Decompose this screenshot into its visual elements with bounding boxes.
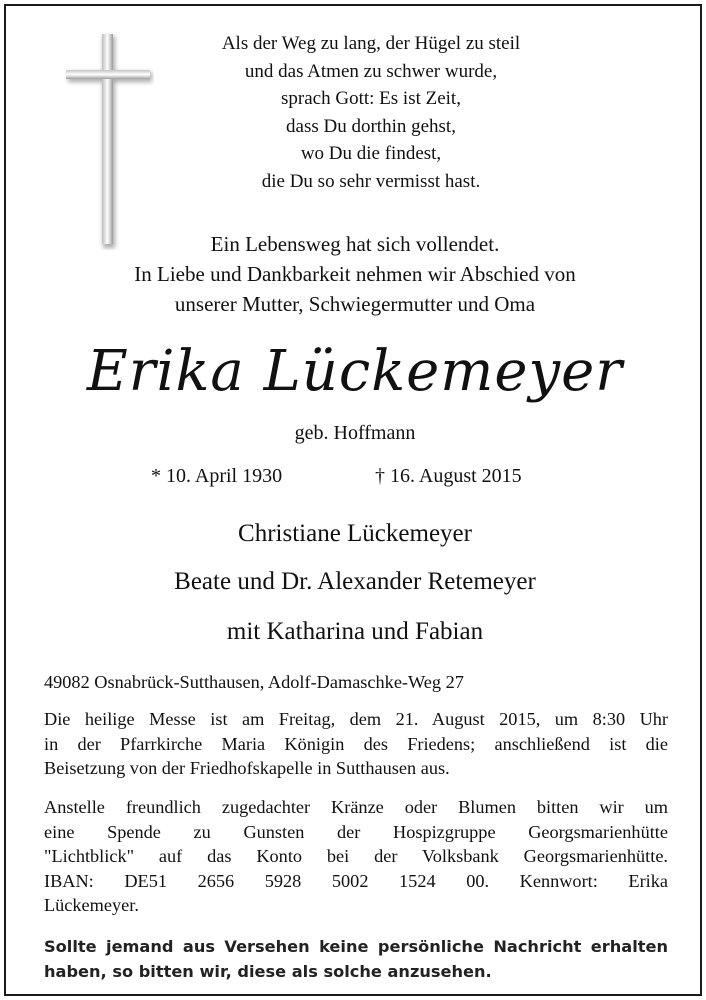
poem-line: die Du so sehr vermisst hast. bbox=[261, 170, 481, 192]
obituary-notice bbox=[4, 4, 702, 996]
family-member: Christiane Lückemeyer bbox=[238, 520, 472, 547]
notice-line: haben, so bitten wir, diese als solche anzusehen. bbox=[44, 962, 492, 981]
donation-line: Anstelle freundlich zugedachter Kränze oder Blumen bitten wir um bbox=[44, 797, 668, 817]
birth-date: * 10. April 1930 bbox=[151, 465, 283, 487]
intro-line: In Liebe und Dankbarkeit nehmen wir Abschied von bbox=[134, 262, 576, 286]
family-member: mit Katharina und Fabian bbox=[226, 618, 484, 645]
intro-text bbox=[6, 229, 704, 319]
death-date: † 16. August 2015 bbox=[375, 465, 522, 487]
notice bbox=[44, 934, 668, 984]
mass-line: Die heilige Messe ist am Freitag, dem 21. August 2015, um 8:30 Uhr bbox=[44, 709, 668, 729]
deceased-name: Erika Lückemeyer bbox=[86, 339, 624, 404]
poem-line: wo Du die findest, bbox=[300, 143, 442, 164]
poem-line: sprach Gott: Es ist Zeit, bbox=[281, 88, 461, 109]
donation-line: eine Spende zu Gunsten der Hospizgruppe Georgsmarienhütte bbox=[44, 821, 668, 842]
donation-line: IBAN: DE51 2656 5928 5002 1524 00. Kennwort: Erika bbox=[44, 870, 668, 891]
donation-line: "Lichtblick" auf das Konto bei der Volksbank Georgsmarienhütte. bbox=[44, 846, 668, 866]
cross-icon bbox=[64, 30, 154, 250]
poem-line: Als der Weg zu lang, der Hügel zu steil bbox=[221, 33, 521, 54]
donation-line: Lückemeyer. bbox=[44, 895, 139, 915]
donation-info bbox=[44, 795, 668, 918]
notice-line: Sollte jemand aus Versehen keine persönliche Nachricht erhalten bbox=[44, 937, 668, 956]
family-member: Beate und Dr. Alexander Retemeyer bbox=[174, 568, 536, 595]
poem-line: dass Du dorthin gehst, bbox=[286, 115, 456, 137]
poem bbox=[146, 30, 596, 195]
address: 49082 Osnabrück-Sutthausen, Adolf-Damaschke-Weg 27 bbox=[44, 672, 464, 692]
poem-line: und das Atmen zu schwer wurde, bbox=[244, 60, 498, 82]
intro-line: unserer Mutter, Schwiegermutter und Oma bbox=[174, 292, 536, 316]
intro-line: Ein Lebensweg hat sich vollendet. bbox=[210, 232, 500, 256]
maiden-name: geb. Hoffmann bbox=[294, 422, 416, 444]
mass-info bbox=[44, 707, 668, 781]
mass-line: in der Pfarrkirche Maria Königin des Friedens; anschließend ist die bbox=[44, 733, 668, 754]
mass-line: Beisetzung von der Friedhofskapelle in Sutthausen aus. bbox=[44, 758, 450, 778]
